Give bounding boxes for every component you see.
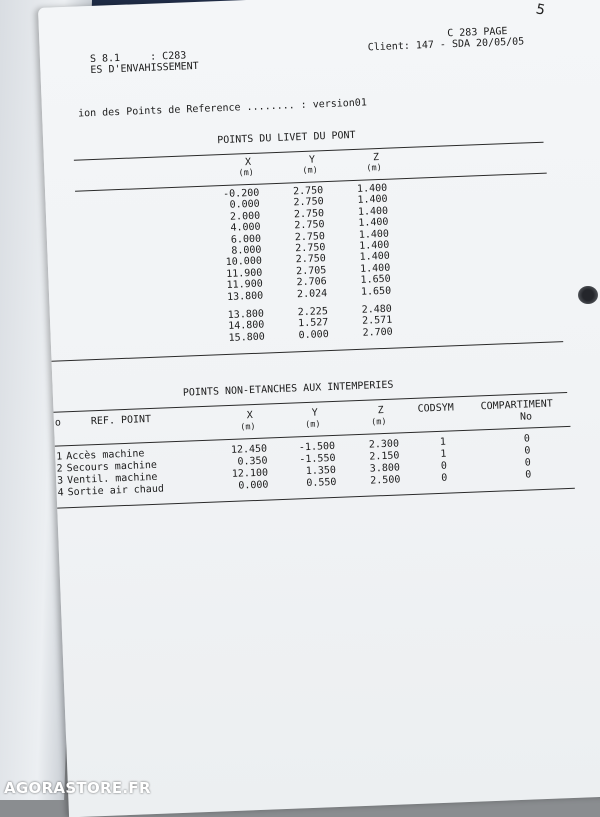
livet-header-z: Z (372, 152, 380, 164)
livet-cell-z: 1.400 (359, 251, 391, 264)
livet-cell-x: 6.000 (230, 233, 262, 246)
nonetanches-cell-y: -1.500 (298, 440, 336, 454)
livet-cell-y: 0.000 (298, 328, 329, 342)
livet-cell-z: 1.400 (358, 228, 390, 241)
nonetanches-header-ref: REF. POINT (90, 413, 152, 428)
nonetanches-cell-z: 3.800 (369, 462, 401, 475)
header-left-line2: ES D'ENVAHISSEMENT (90, 60, 199, 77)
nonetanches-title: POINTS NON-ETANCHES AUX INTEMPERIES (182, 379, 394, 399)
livet-cell-x: 11.900 (226, 278, 263, 292)
nonetanches-cell-z: 2.500 (370, 474, 401, 487)
livet-cell-z: 1.400 (359, 262, 391, 275)
nonetanches-cell-x: 12.450 (230, 443, 268, 456)
nonetanches-cell-ref: Accès machine (66, 448, 145, 463)
livet-header-y: Y (308, 154, 316, 166)
livet-cell-x: 15.800 (228, 331, 266, 344)
livet-bottom-rule (52, 341, 564, 362)
nonetanches-cell-codsym: 1 (439, 436, 447, 448)
livet-cell-z: 2.480 (361, 303, 393, 316)
nonetanches-cell-y: -1.550 (299, 452, 336, 466)
livet-cell-x: 4.000 (230, 221, 261, 234)
livet-cell-x: 14.800 (228, 319, 265, 333)
nonetanches-cell-y: 0.550 (306, 476, 337, 490)
nonetanches-cell-x: 12.100 (231, 467, 269, 480)
livet-cell-y: 2.750 (292, 185, 324, 198)
livet-cell-y: 2.750 (293, 196, 324, 209)
livet-header-x: X (244, 156, 252, 169)
livet-cell-y: 2.750 (295, 253, 327, 266)
nonetanches-cell-num: 1 (56, 451, 63, 463)
header-right-line2: Client: 147 - SDA 20/05/05 (367, 36, 525, 54)
livet-title: POINTS DU LIVET DU PONT (217, 129, 356, 147)
nonetanches-header-z: Z (377, 405, 384, 417)
nonetanches-cell-ref: Secours machine (66, 459, 158, 475)
version-line: ion des Points de Reference ........ : version01 (77, 97, 368, 120)
livet-cell-z: 1.400 (357, 205, 389, 218)
nonetanches-cell-y: 1.350 (305, 464, 337, 478)
livet-cell-y: 2.750 (293, 207, 325, 221)
livet-cell-z: 1.400 (357, 194, 388, 207)
nonetanches-cell-x: 0.000 (238, 479, 269, 492)
livet-cell-x: 8.000 (231, 244, 262, 257)
nonetanches-cell-comp: 0 (523, 433, 531, 445)
document-page (38, 0, 600, 817)
nonetanches-cell-ref: Sortie air chaud (67, 483, 165, 499)
livet-cell-z: 2.700 (362, 326, 393, 339)
nonetanches-unit-y: (m) (305, 419, 321, 431)
nonetanches-unit-compartiment: No (519, 411, 533, 423)
livet-cell-x: 2.000 (229, 210, 261, 223)
livet-cell-z: 1.400 (359, 239, 390, 252)
nonetanches-cell-num: 2 (56, 463, 63, 475)
livet-cell-z: 1.650 (360, 273, 391, 287)
nonetanches-header-y: Y (311, 407, 318, 419)
nonetanches-cell-comp: 0 (524, 445, 531, 457)
livet-cell-x: 11.900 (226, 267, 263, 280)
livet-cell-y: 2.750 (294, 219, 325, 232)
nonetanches-cell-comp: 0 (525, 469, 532, 481)
livet-cell-x: 13.800 (227, 308, 265, 321)
nonetanches-header-num: o (54, 417, 62, 429)
nonetanches-header-x: X (246, 410, 254, 422)
nonetanches-header-codsym: CODSYM (417, 402, 454, 415)
livet-cell-z: 2.571 (361, 315, 393, 328)
nonetanches-header-compartiment: COMPARTIMENT (480, 398, 554, 413)
livet-cell-y: 1.527 (298, 317, 329, 330)
nonetanches-cell-codsym: 0 (441, 472, 448, 484)
nonetanches-cell-num: 3 (56, 475, 64, 487)
livet-unit-y: (m) (302, 165, 318, 176)
livet-cell-x: 0.000 (229, 199, 260, 212)
livet-unit-x: (m) (238, 167, 255, 179)
nonetanches-cell-z: 2.300 (368, 438, 400, 451)
livet-cell-y: 2.750 (295, 242, 326, 255)
nonetanches-cell-comp: 0 (524, 457, 532, 469)
binder-hole (578, 286, 598, 304)
livet-cell-z: 1.400 (356, 182, 388, 195)
livet-cell-y: 2.024 (296, 287, 328, 300)
nonetanches-cell-codsym: 0 (440, 460, 448, 472)
livet-cell-y: 2.705 (295, 264, 327, 278)
livet-cell-z: 1.650 (360, 285, 392, 298)
livet-cell-y: 2.225 (297, 306, 329, 319)
header-left-line1: S 8.1 : C283 (89, 50, 187, 66)
livet-cell-y: 2.750 (294, 230, 326, 243)
nonetanches-unit-x: (m) (240, 421, 256, 433)
nonetanches-cell-ref: Ventil. machine (66, 471, 158, 487)
nonetanches-unit-z: (m) (370, 416, 387, 428)
header-right-line1: C 283 PAGE (447, 25, 508, 40)
nonetanches-cell-num: 4 (57, 487, 64, 499)
nonetanches-cell-x: 0.350 (237, 455, 268, 468)
watermark-logo: AGORASTORE.FR (4, 779, 151, 797)
livet-unit-z: (m) (366, 162, 382, 174)
livet-cell-x: 10.000 (225, 255, 263, 269)
livet-cell-y: 2.706 (296, 276, 327, 289)
livet-cell-x: 13.800 (226, 290, 264, 303)
nonetanches-cell-codsym: 1 (440, 448, 447, 460)
livet-cell-x: -0.200 (222, 187, 260, 201)
corner-handwritten-mark: 5 (534, 1, 547, 19)
nonetanches-cell-z: 2.150 (369, 450, 400, 463)
livet-cell-z: 1.400 (358, 216, 389, 230)
